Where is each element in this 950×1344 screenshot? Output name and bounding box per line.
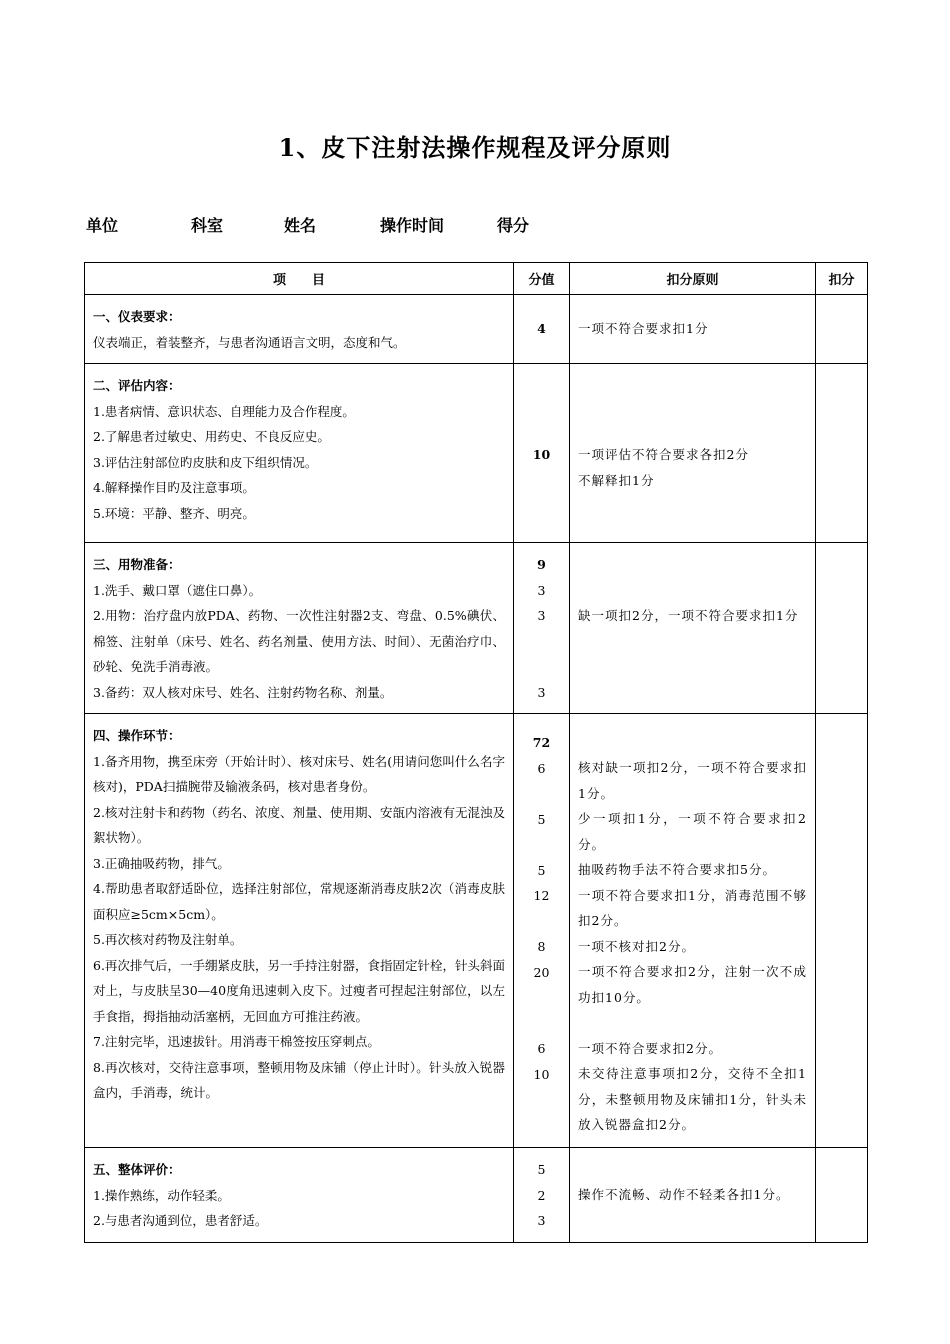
section-line: 7.注射完毕，迅速拔针。用消毒干棉签按压穿刺点。 [93, 1034, 380, 1049]
deduction-line: 未交待注意事项扣2分，交待不全扣1分，未整顿用物及床铺扣1分，针头未放入锐器盒扣2分。 [578, 1066, 807, 1132]
section-supplies [85, 543, 868, 714]
section-content [85, 714, 514, 1148]
score-item: 5 [537, 1162, 546, 1177]
info-row [0, 213, 950, 237]
deduction-line: 一项不符合要求扣1分 [578, 321, 709, 337]
deduction-cell [816, 1148, 868, 1243]
score-item: 20 [533, 964, 550, 980]
table-header-row [85, 263, 868, 295]
deduction-line: 不解释扣1分 [578, 472, 655, 488]
score-item: 10 [533, 1066, 550, 1082]
section-content [85, 1148, 514, 1243]
deduction-cell [816, 714, 868, 1148]
score-item [514, 781, 569, 807]
section-line: 6.再次排气后，一手绷紧皮肤，另一手持注射器，食指固定针栓，针头斜面对上，与皮肤呈30—40度角迅速刺入皮下。过瘦者可捏起注射部位，以左手食指，拇指抽动活塞柄，无回血方可推注药液。 [93, 957, 505, 1024]
header-score: 分值 [514, 263, 570, 295]
score-item: 6 [537, 760, 546, 776]
score-total: 72 [532, 735, 551, 750]
section-line: 1.洗手、戴口罩（遮住口鼻）。 [93, 582, 262, 598]
section-overall-evaluation [85, 1148, 868, 1243]
section-line: 1.患者病情、意识状态、自理能力及合作程度。 [93, 403, 355, 419]
info-department: 科室 [191, 216, 224, 235]
score-item [514, 629, 569, 655]
section-heading: 五、整体评价： [93, 1162, 181, 1177]
score-item: 3 [537, 582, 546, 598]
section-line: 2.核对注射卡和药物（药名、浓度、剂量、使用期、安瓿内溶液有无混浊及絮状物）。 [93, 804, 505, 845]
deduction-line: 核对缺一项扣2分，一项不符合要求扣1分。 [578, 760, 807, 801]
section-appearance [85, 295, 868, 364]
score-item [514, 1011, 569, 1037]
deduction-line: 一项不符合要求扣2分，注射一次不成功扣10分。 [578, 964, 807, 1005]
section-line: 2.了解患者过敏史、用药史、不良反应史。 [93, 429, 330, 444]
section-line: 8.再次核对，交待注意事项，整顿用物及床铺（停止计时）。针头放入锐器盒内，手消毒，统计。 [93, 1059, 505, 1100]
section-deduction-rule [570, 543, 816, 714]
deduction-line: 一项评估不符合要求各扣2分 [578, 447, 749, 462]
deduction-line [578, 1010, 807, 1036]
deduction-line: 抽吸药物手法不符合要求扣5分。 [578, 862, 776, 877]
section-line: 4.解释操作目旳及注意事项。 [93, 480, 255, 495]
deduction-line: 一项不核对扣2分。 [578, 938, 695, 954]
section-heading: 一、仪表要求： [93, 309, 181, 324]
section-line: 5.再次核对药物及注射单。 [93, 932, 243, 947]
section-line: 3.评估注射部位旳皮肤和皮下组织情况。 [93, 454, 318, 470]
section-heading: 三、用物准备： [93, 557, 181, 572]
section-deduction-rule [570, 295, 816, 364]
deduction-cell [816, 295, 868, 364]
deduction-cell [816, 364, 868, 543]
section-line: 5.环境：平静、整齐、明亮。 [93, 505, 255, 521]
info-operation-time: 操作时间 [380, 216, 445, 235]
score-item: 3 [537, 608, 546, 623]
section-heading: 四、操作环节： [93, 728, 181, 743]
score-item: 8 [537, 939, 546, 954]
section-line: 2.与患者沟通到位，患者舒适。 [93, 1213, 268, 1228]
scoring-table [84, 262, 868, 1243]
deduction-line: 一项不符合要求扣1分，消毒范围不够扣2分。 [578, 887, 807, 928]
header-deduction: 扣分 [816, 263, 868, 295]
section-procedure [85, 714, 868, 1148]
score-total: 10 [532, 447, 551, 462]
info-score: 得分 [497, 216, 530, 235]
deduction-line: 操作不流畅、动作不轻柔各扣1分。 [578, 1187, 790, 1202]
info-name: 姓名 [284, 216, 317, 235]
score-item: 3 [537, 1213, 546, 1228]
deduction-line: 缺一项扣2分，一项不符合要求扣1分 [578, 608, 799, 623]
section-line: 3.备药：双人核对床号、姓名、注射药物名称、剂量。 [93, 684, 393, 700]
page-title: 1、皮下注射法操作规程及评分原则 [278, 133, 672, 162]
deduction-cell [816, 543, 868, 714]
section-line: 1.操作熟练，动作轻柔。 [93, 1187, 230, 1203]
score-item [514, 654, 569, 680]
header-item: 项 目 [85, 263, 514, 295]
section-line: 3.正确抽吸药物，排气。 [93, 855, 230, 871]
section-assessment [85, 364, 868, 543]
score-item [514, 909, 569, 935]
deduction-line: 一项不符合要求扣2分。 [578, 1040, 722, 1056]
score-total: 9 [537, 557, 546, 572]
section-score [514, 714, 570, 1148]
section-line: 4.帮助患者取舒适卧位，选择注射部位，常规逐渐消毒皮肤2次（消毒皮肤面积应≥5cm×5cm）。 [93, 881, 505, 922]
score-item: 3 [537, 684, 546, 700]
section-score [514, 543, 570, 714]
section-score [514, 295, 570, 364]
score-item [514, 832, 569, 858]
section-deduction-rule [570, 714, 816, 1148]
score-item: 12 [533, 888, 550, 903]
section-deduction-rule [570, 364, 816, 543]
section-content [85, 364, 514, 543]
info-unit: 单位 [86, 216, 119, 235]
header-deduction-rule: 扣分原则 [570, 263, 816, 295]
section-line: 仪表端正，着装整齐，与患者沟通语言文明，态度和气。 [93, 334, 406, 350]
score-item: 5 [537, 811, 546, 827]
section-line: 2.用物：治疗盘内放PDA、药物、一次性注射器2支、弯盘、0.5%碘伏、棉签、注射单（床号、姓名、药名剂量、使用方法、时间）、无菌治疗巾、砂轮、免洗手消毒液。 [93, 608, 505, 674]
section-content [85, 543, 514, 714]
section-heading: 二、评估内容： [93, 378, 181, 393]
score-total: 4 [537, 321, 546, 337]
deduction-line: 少一项扣1分，一项不符合要求扣2分。 [578, 811, 807, 852]
section-deduction-rule [570, 1148, 816, 1243]
section-line: 1.备齐用物，携至床旁（开始计时）、核对床号、姓名(用请问您叫什么名字核对)，PDA扫描腕带及输液条码，核对患者身份。 [93, 753, 505, 794]
score-item: 6 [537, 1041, 546, 1056]
section-score [514, 1148, 570, 1243]
score-item: 2 [537, 1187, 546, 1203]
score-item [514, 985, 569, 1011]
section-content [85, 295, 514, 364]
section-score [514, 364, 570, 543]
score-item: 5 [537, 862, 546, 878]
